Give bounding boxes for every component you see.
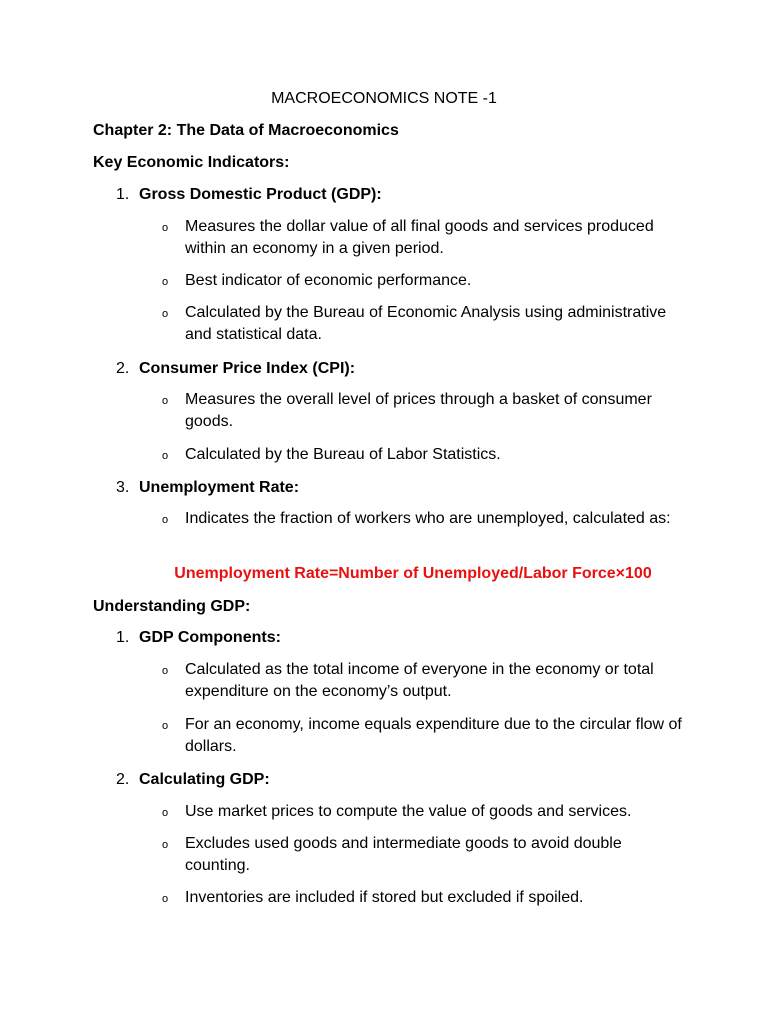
bullet-item (162, 302, 682, 346)
bullet-marker: o (162, 308, 169, 320)
bullet-text: Calculated by the Bureau of Economic Analysis using administrative and statistical data. (185, 304, 667, 343)
unemployment-formula: Unemployment Rate=Number of Unemployed/Labor Force×100 (174, 565, 652, 582)
chapter-heading: Chapter 2: The Data of Macroeconomics (93, 122, 399, 139)
bullet-item (162, 389, 682, 433)
bullet-item (162, 444, 682, 466)
bullet-marker: o (162, 395, 169, 407)
bullet-marker: o (162, 839, 169, 851)
list-number: 3. (116, 479, 130, 496)
section-heading-understanding-gdp: Understanding GDP: (93, 598, 251, 615)
list-item-cpi (116, 359, 355, 379)
bullet-text: Excludes used goods and intermediate goods to avoid double counting. (185, 835, 622, 874)
bullet-marker: o (162, 276, 169, 288)
bullet-text: Measures the dollar value of all final goods and services produced within an economy in a given period. (185, 218, 654, 257)
bullet-text: Measures the overall level of prices through a basket of consumer goods. (185, 391, 652, 430)
bullet-text: Indicates the fraction of workers who are unemployed, calculated as: (185, 510, 671, 527)
list-number: 1. (116, 186, 130, 203)
list-number: 2. (116, 771, 130, 788)
list-item-gdp-components (116, 628, 281, 648)
bullet-item (162, 216, 682, 260)
bullet-text: Use market prices to compute the value of goods and services. (185, 803, 632, 820)
list-item-gdp (116, 185, 382, 205)
bullet-text: Inventories are included if stored but excluded if spoiled. (185, 889, 584, 906)
bullet-text: Best indicator of economic performance. (185, 272, 472, 289)
bullet-item (162, 270, 682, 292)
bullet-text: For an economy, income equals expenditure due to the circular flow of dollars. (185, 716, 682, 755)
bullet-item (162, 714, 682, 758)
document-title: MACROECONOMICS NOTE -1 (271, 90, 497, 107)
bullet-marker: o (162, 450, 169, 462)
list-item-unemployment (116, 478, 299, 498)
list-number: 2. (116, 360, 130, 377)
bullet-marker: o (162, 807, 169, 819)
list-label: Gross Domestic Product (GDP): (139, 186, 382, 203)
list-label: GDP Components: (139, 629, 281, 646)
bullet-item (162, 659, 682, 703)
bullet-item (162, 801, 682, 823)
bullet-text: Calculated as the total income of everyone in the economy or total expenditure on the economy’s output. (185, 661, 654, 700)
bullet-item (162, 508, 682, 530)
list-item-calculating-gdp (116, 770, 270, 790)
bullet-item (162, 833, 682, 877)
list-label: Consumer Price Index (CPI): (139, 360, 356, 377)
bullet-item (162, 887, 682, 909)
bullet-marker: o (162, 893, 169, 905)
bullet-marker: o (162, 222, 169, 234)
section-heading-key-indicators: Key Economic Indicators: (93, 154, 290, 171)
bullet-marker: o (162, 720, 169, 732)
bullet-marker: o (162, 665, 169, 677)
list-number: 1. (116, 629, 130, 646)
list-label: Unemployment Rate: (139, 479, 300, 496)
bullet-text: Calculated by the Bureau of Labor Statistics. (185, 446, 501, 463)
bullet-marker: o (162, 514, 169, 526)
list-label: Calculating GDP: (139, 771, 270, 788)
